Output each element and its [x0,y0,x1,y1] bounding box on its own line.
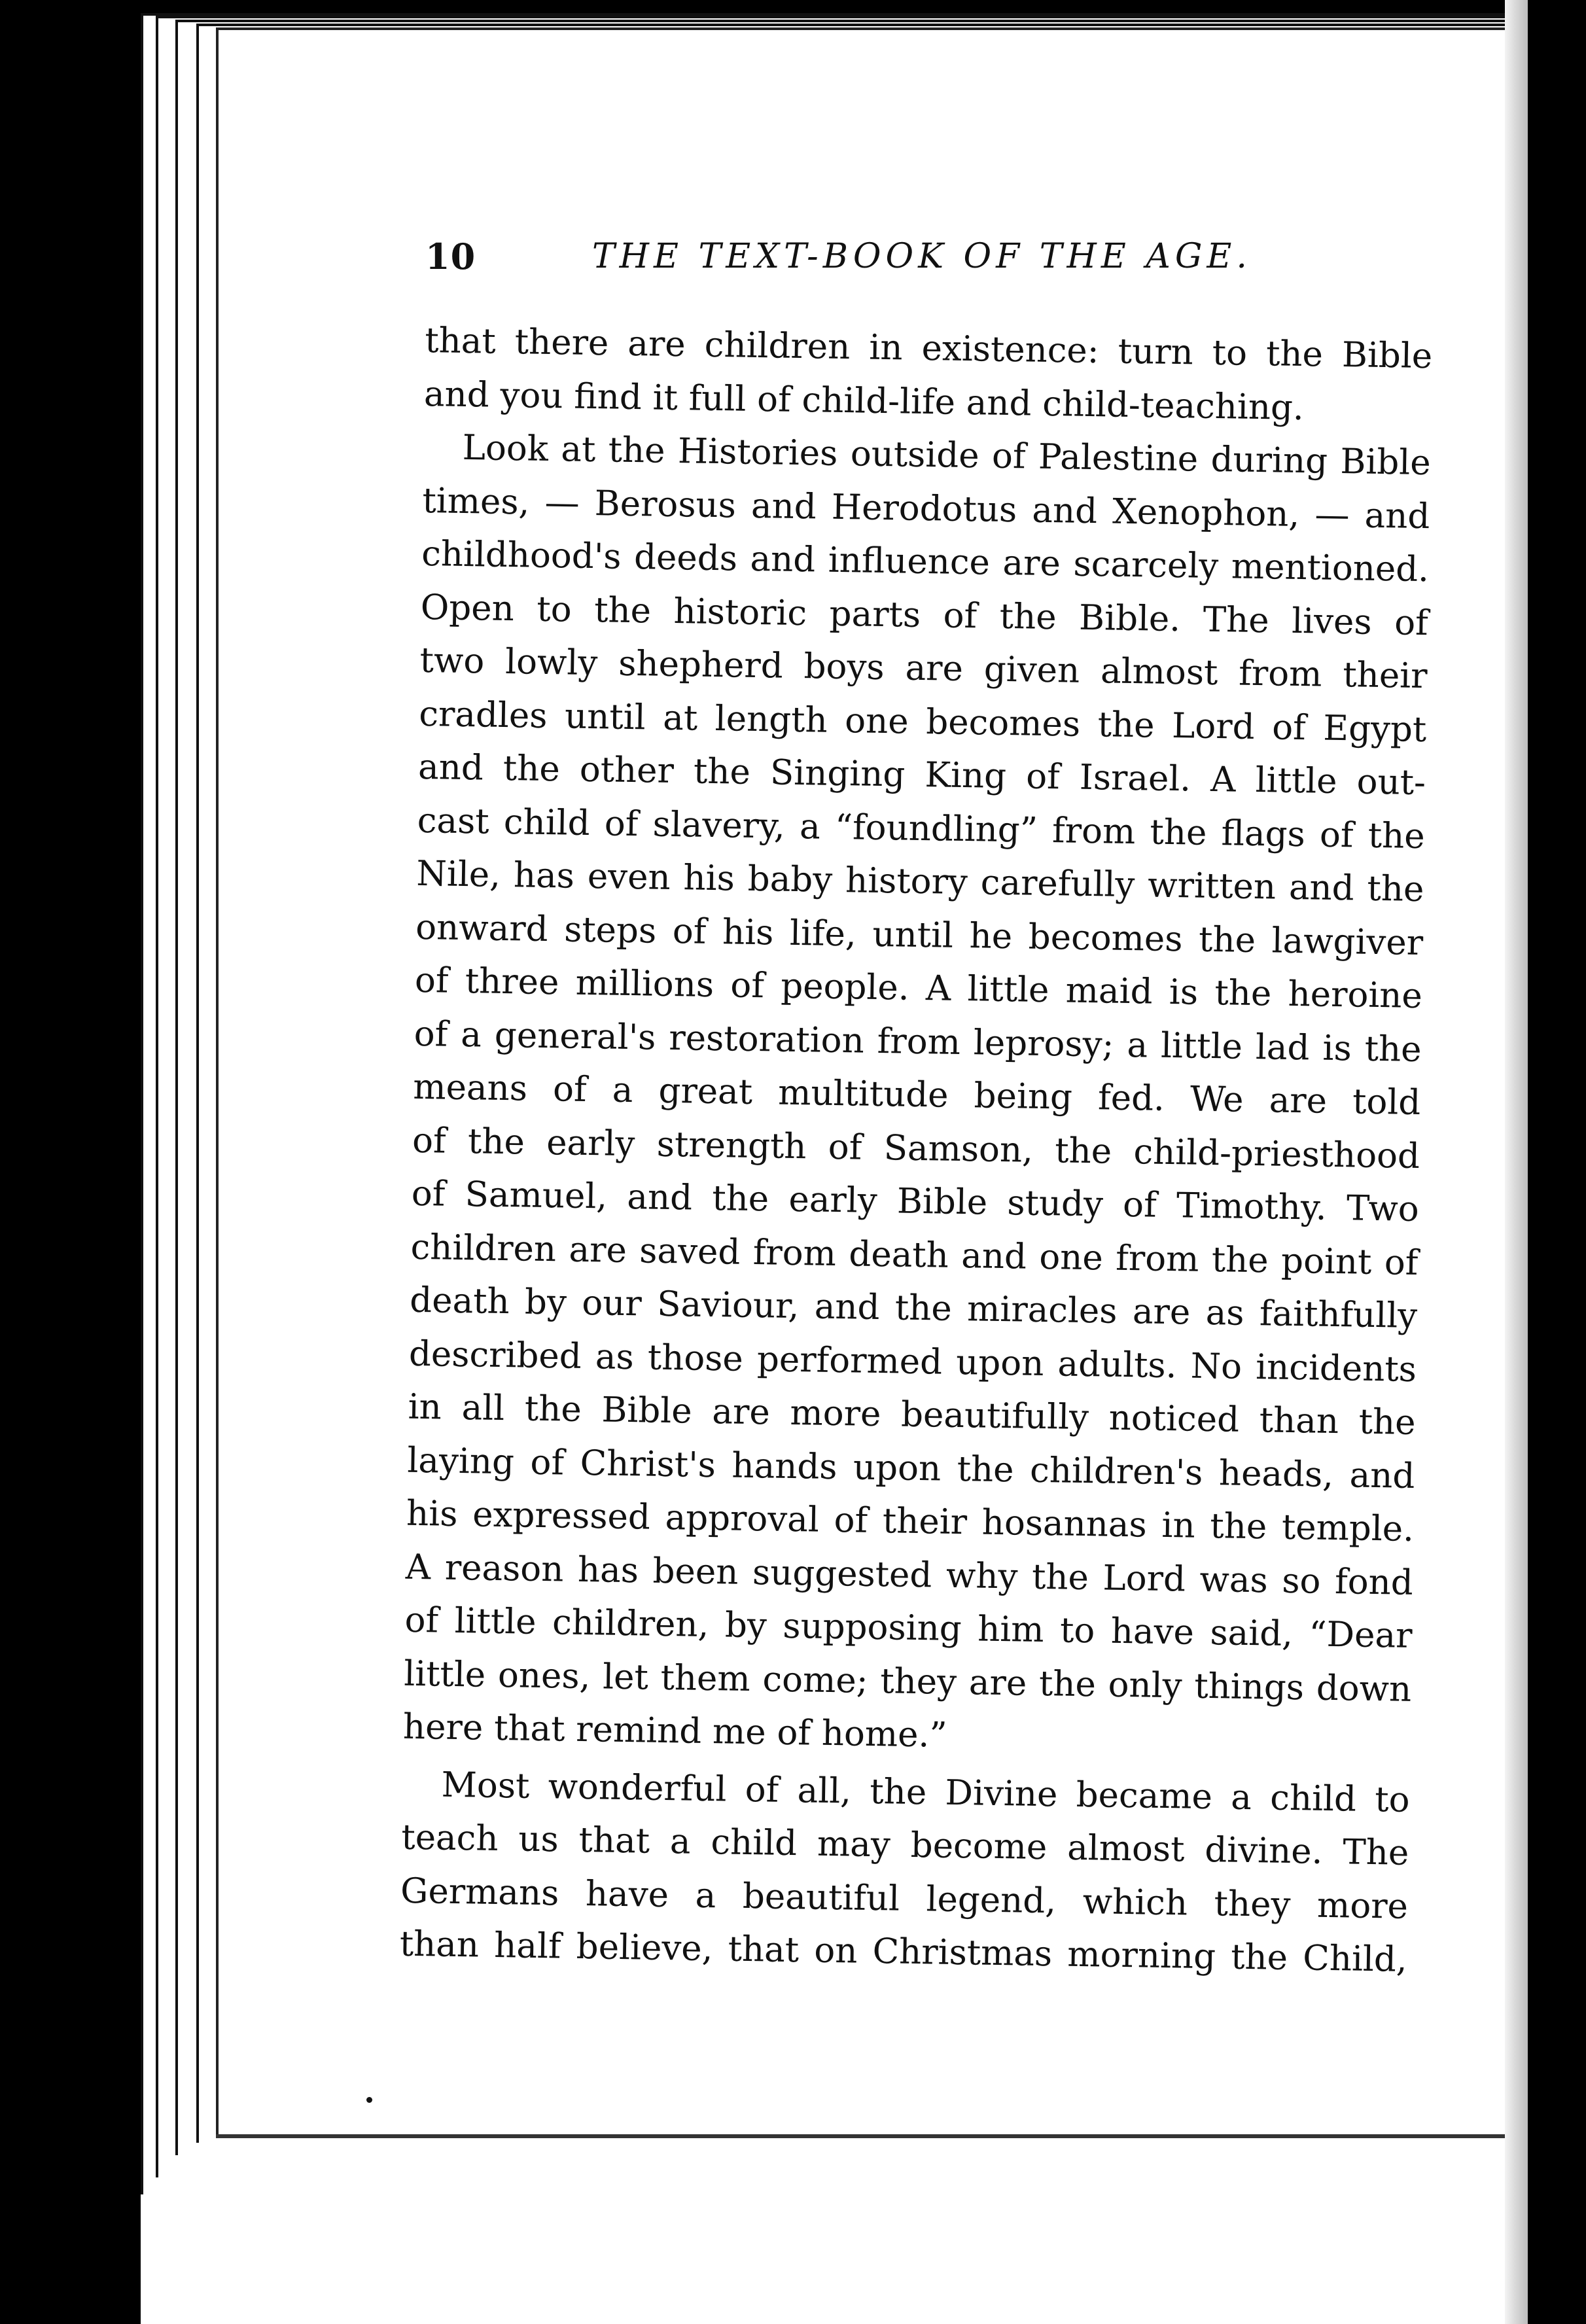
text-line: of Samuel, and the early Bible study of Timothy. Two [411,1173,1420,1230]
running-title: THE TEXT-BOOK OF THE AGE. [592,237,1252,276]
text-line: and you find it full of child-life and child-teaching. [423,374,1305,428]
text-line: described as those performed upon adults. No incidents [408,1333,1417,1390]
text-line: Nile, has even his baby history carefully written and the [416,853,1424,910]
text-line: A reason has been suggested why the Lord was so fond [405,1547,1414,1603]
text-line: of the early strength of Samson, the child-priesthood [412,1120,1420,1176]
text-line: childhood's deeds and influence are scarcely mentioned. [421,533,1430,590]
text-line: little ones, let them come; they are the only things down [403,1653,1412,1710]
text-line: his expressed approval of their hosannas in the temple. [406,1493,1415,1549]
text-line: Most wonderful of all, the Divine became a child to [441,1765,1410,1820]
text-line: two lowly shepherd boys are given almost from their [419,640,1428,697]
text-line: of little children, by supposing him to have said, “Dear [404,1600,1413,1656]
body-text [399,314,1459,1987]
text-line: teach us that a child may become almost divine. The [400,1817,1409,1873]
text-line: Open to the historic parts of the Bible. The lives of [420,587,1429,643]
scan-border-right [1528,0,1586,2324]
text-line: that there are children in existence: turn to the Bible [424,320,1433,377]
text-line: of a general's restoration from leprosy; a little lad is the [414,1013,1422,1070]
text-line: death by our Saviour, and the miracles are as faithfully [409,1280,1418,1336]
text-line: times, — Berosus and Herodotus and Xenophon, — and [422,480,1430,537]
text-line: and the other the Singing King of Israel. A little out- [417,747,1426,803]
text-line: laying of Christ's hands upon the children's heads, and [407,1440,1415,1496]
page-header [425,236,1302,294]
page-number: 10 [425,236,476,277]
text-line: cast child of slavery, a “foundling” from the flags of the [417,800,1426,856]
text-line: of three millions of people. A little maid is the heroine [414,960,1423,1017]
text-line: means of a great multitude being fed. We are told [412,1066,1421,1123]
text-line: onward steps of his life, until he becomes the lawgiver [415,907,1424,963]
page-gutter-shadow [1505,0,1528,2324]
scan-border-left [0,0,141,2324]
text-line: than half believe, that on Christmas morning the Child, [399,1924,1408,1980]
text-line: children are saved from death and one from the point of [410,1227,1419,1283]
page-bottom-edge [216,2134,1528,2138]
text-line: here that remind me of home.” [402,1706,947,1755]
text-line: Germans have a beautiful legend, which they more [400,1871,1409,1927]
ink-speck [366,2097,372,2103]
text-line: in all the Bible are more beautifully noticed than the [408,1386,1417,1443]
text-line: Look at the Histories outside of Palestine during Bible [462,427,1432,484]
text-line: cradles until at length one becomes the Lord of Egypt [418,694,1427,750]
